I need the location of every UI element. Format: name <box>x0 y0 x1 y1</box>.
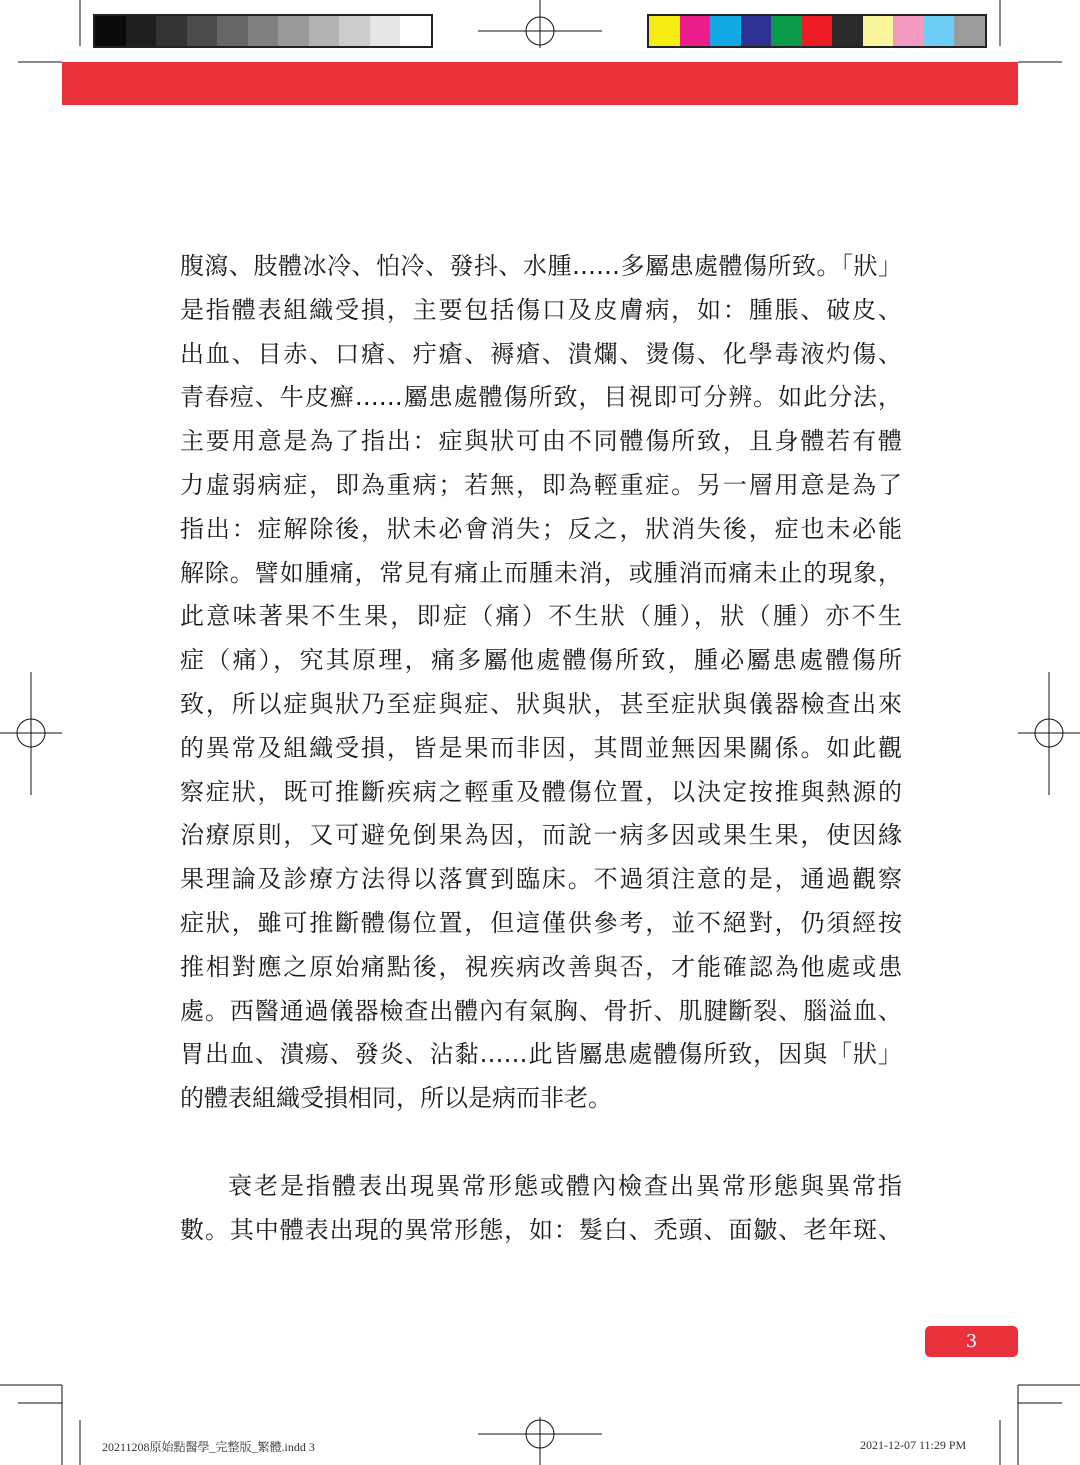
page-number-badge: 3 <box>925 1326 1018 1357</box>
text-line: 處。西醫通過儀器檢查出體內有氣胸、骨折、肌腱斷裂、腦溢血、 <box>180 996 902 1025</box>
grayscale-swatch <box>126 16 157 46</box>
grayscale-swatch <box>95 16 126 46</box>
grayscale-swatch <box>156 16 187 46</box>
color-swatch <box>802 16 833 46</box>
color-calibration-bar <box>647 14 987 48</box>
color-swatch <box>832 16 863 46</box>
text-line: 是指體表組織受損，主要包括傷口及皮膚病，如：腫脹、破皮、 <box>180 295 902 324</box>
grayscale-swatch <box>278 16 309 46</box>
grayscale-calibration-bar <box>93 14 433 48</box>
text-line: 此意味著果不生果，即症（痛）不生狀（腫），狀（腫）亦不生 <box>180 602 902 631</box>
footer-timestamp: 2021-12-07 11:29 PM <box>860 1438 967 1452</box>
paragraph-1 <box>180 245 902 1121</box>
color-swatch <box>771 16 802 46</box>
grayscale-swatch <box>217 16 248 46</box>
text-line: 推相對應之原始痛點後，視疾病改善與否，才能確認為他處或患 <box>180 952 902 981</box>
text-line: 胃出血、潰瘍、發炎、沾黏……此皆屬患處體傷所致，因與「狀」 <box>180 1040 902 1069</box>
grayscale-swatch <box>248 16 279 46</box>
color-swatch <box>893 16 924 46</box>
text-line: 治療原則，又可避免倒果為因，而說一病多因或果生果，使因緣 <box>180 821 902 850</box>
color-swatch <box>863 16 894 46</box>
text-line: 力虛弱病症，即為重病；若無，即為輕重症。另一層用意是為了 <box>180 470 902 499</box>
grayscale-swatch <box>187 16 218 46</box>
color-swatch <box>710 16 741 46</box>
header-color-band <box>62 62 1018 105</box>
color-swatch <box>741 16 772 46</box>
text-line: 指出：症解除後，狀未必會消失；反之，狀消失後，症也未必能 <box>180 514 902 543</box>
color-swatch <box>924 16 955 46</box>
footer-filename: 20211208原始點醫學_完整版_繁體.indd 3 <box>102 1440 315 1454</box>
color-swatch <box>649 16 680 46</box>
text-line: 主要用意是為了指出：症與狀可由不同體傷所致，且身體若有體 <box>180 427 902 456</box>
text-line: 腹瀉、肢體冰冷、怕冷、發抖、水腫……多屬患處體傷所致。「狀」 <box>180 252 902 280</box>
text-line: 數。其中體表出現的異常形態，如：髮白、禿頭、面皺、老年斑、 <box>180 1215 902 1244</box>
text-line: 的體表組織受損相同，所以是病而非老。 <box>180 1084 612 1113</box>
text-line: 症（痛），究其原理，痛多屬他處體傷所致，腫必屬患處體傷所 <box>180 646 902 675</box>
grayscale-swatch <box>309 16 340 46</box>
text-line: 解除。譬如腫痛，常見有痛止而腫未消，或腫消而痛未止的現象， <box>180 558 902 587</box>
text-line: 出血、目赤、口瘡、疔瘡、褥瘡、潰爛、燙傷、化學毒液灼傷、 <box>180 339 902 368</box>
color-swatch <box>954 16 985 46</box>
paragraph-gap <box>180 1121 902 1165</box>
text-line: 的異常及組織受損，皆是果而非因，其間並無因果關係。如此觀 <box>180 733 902 762</box>
text-line: 果理論及診療方法得以落實到臨床。不過須注意的是，通過觀察 <box>180 865 902 894</box>
text-line: 察症狀，既可推斷疾病之輕重及體傷位置，以決定按推與熱源的 <box>180 777 902 806</box>
body-text <box>180 245 902 1253</box>
color-swatch <box>680 16 711 46</box>
text-line: 症狀，雖可推斷體傷位置，但這僅供參考，並不絕對，仍須經按 <box>180 908 902 937</box>
grayscale-swatch <box>370 16 401 46</box>
text-line: 青春痘、牛皮癬……屬患處體傷所致，目視即可分辨。如此分法， <box>180 383 902 412</box>
grayscale-swatch <box>339 16 370 46</box>
text-line: 衰老是指體表出現異常形態或體內檢查出異常形態與異常指 <box>228 1171 902 1200</box>
text-line: 致，所以症與狀乃至症與症、狀與狀，甚至症狀與儀器檢查出來 <box>180 689 902 718</box>
paragraph-2 <box>180 1165 902 1253</box>
grayscale-swatch <box>400 16 431 46</box>
